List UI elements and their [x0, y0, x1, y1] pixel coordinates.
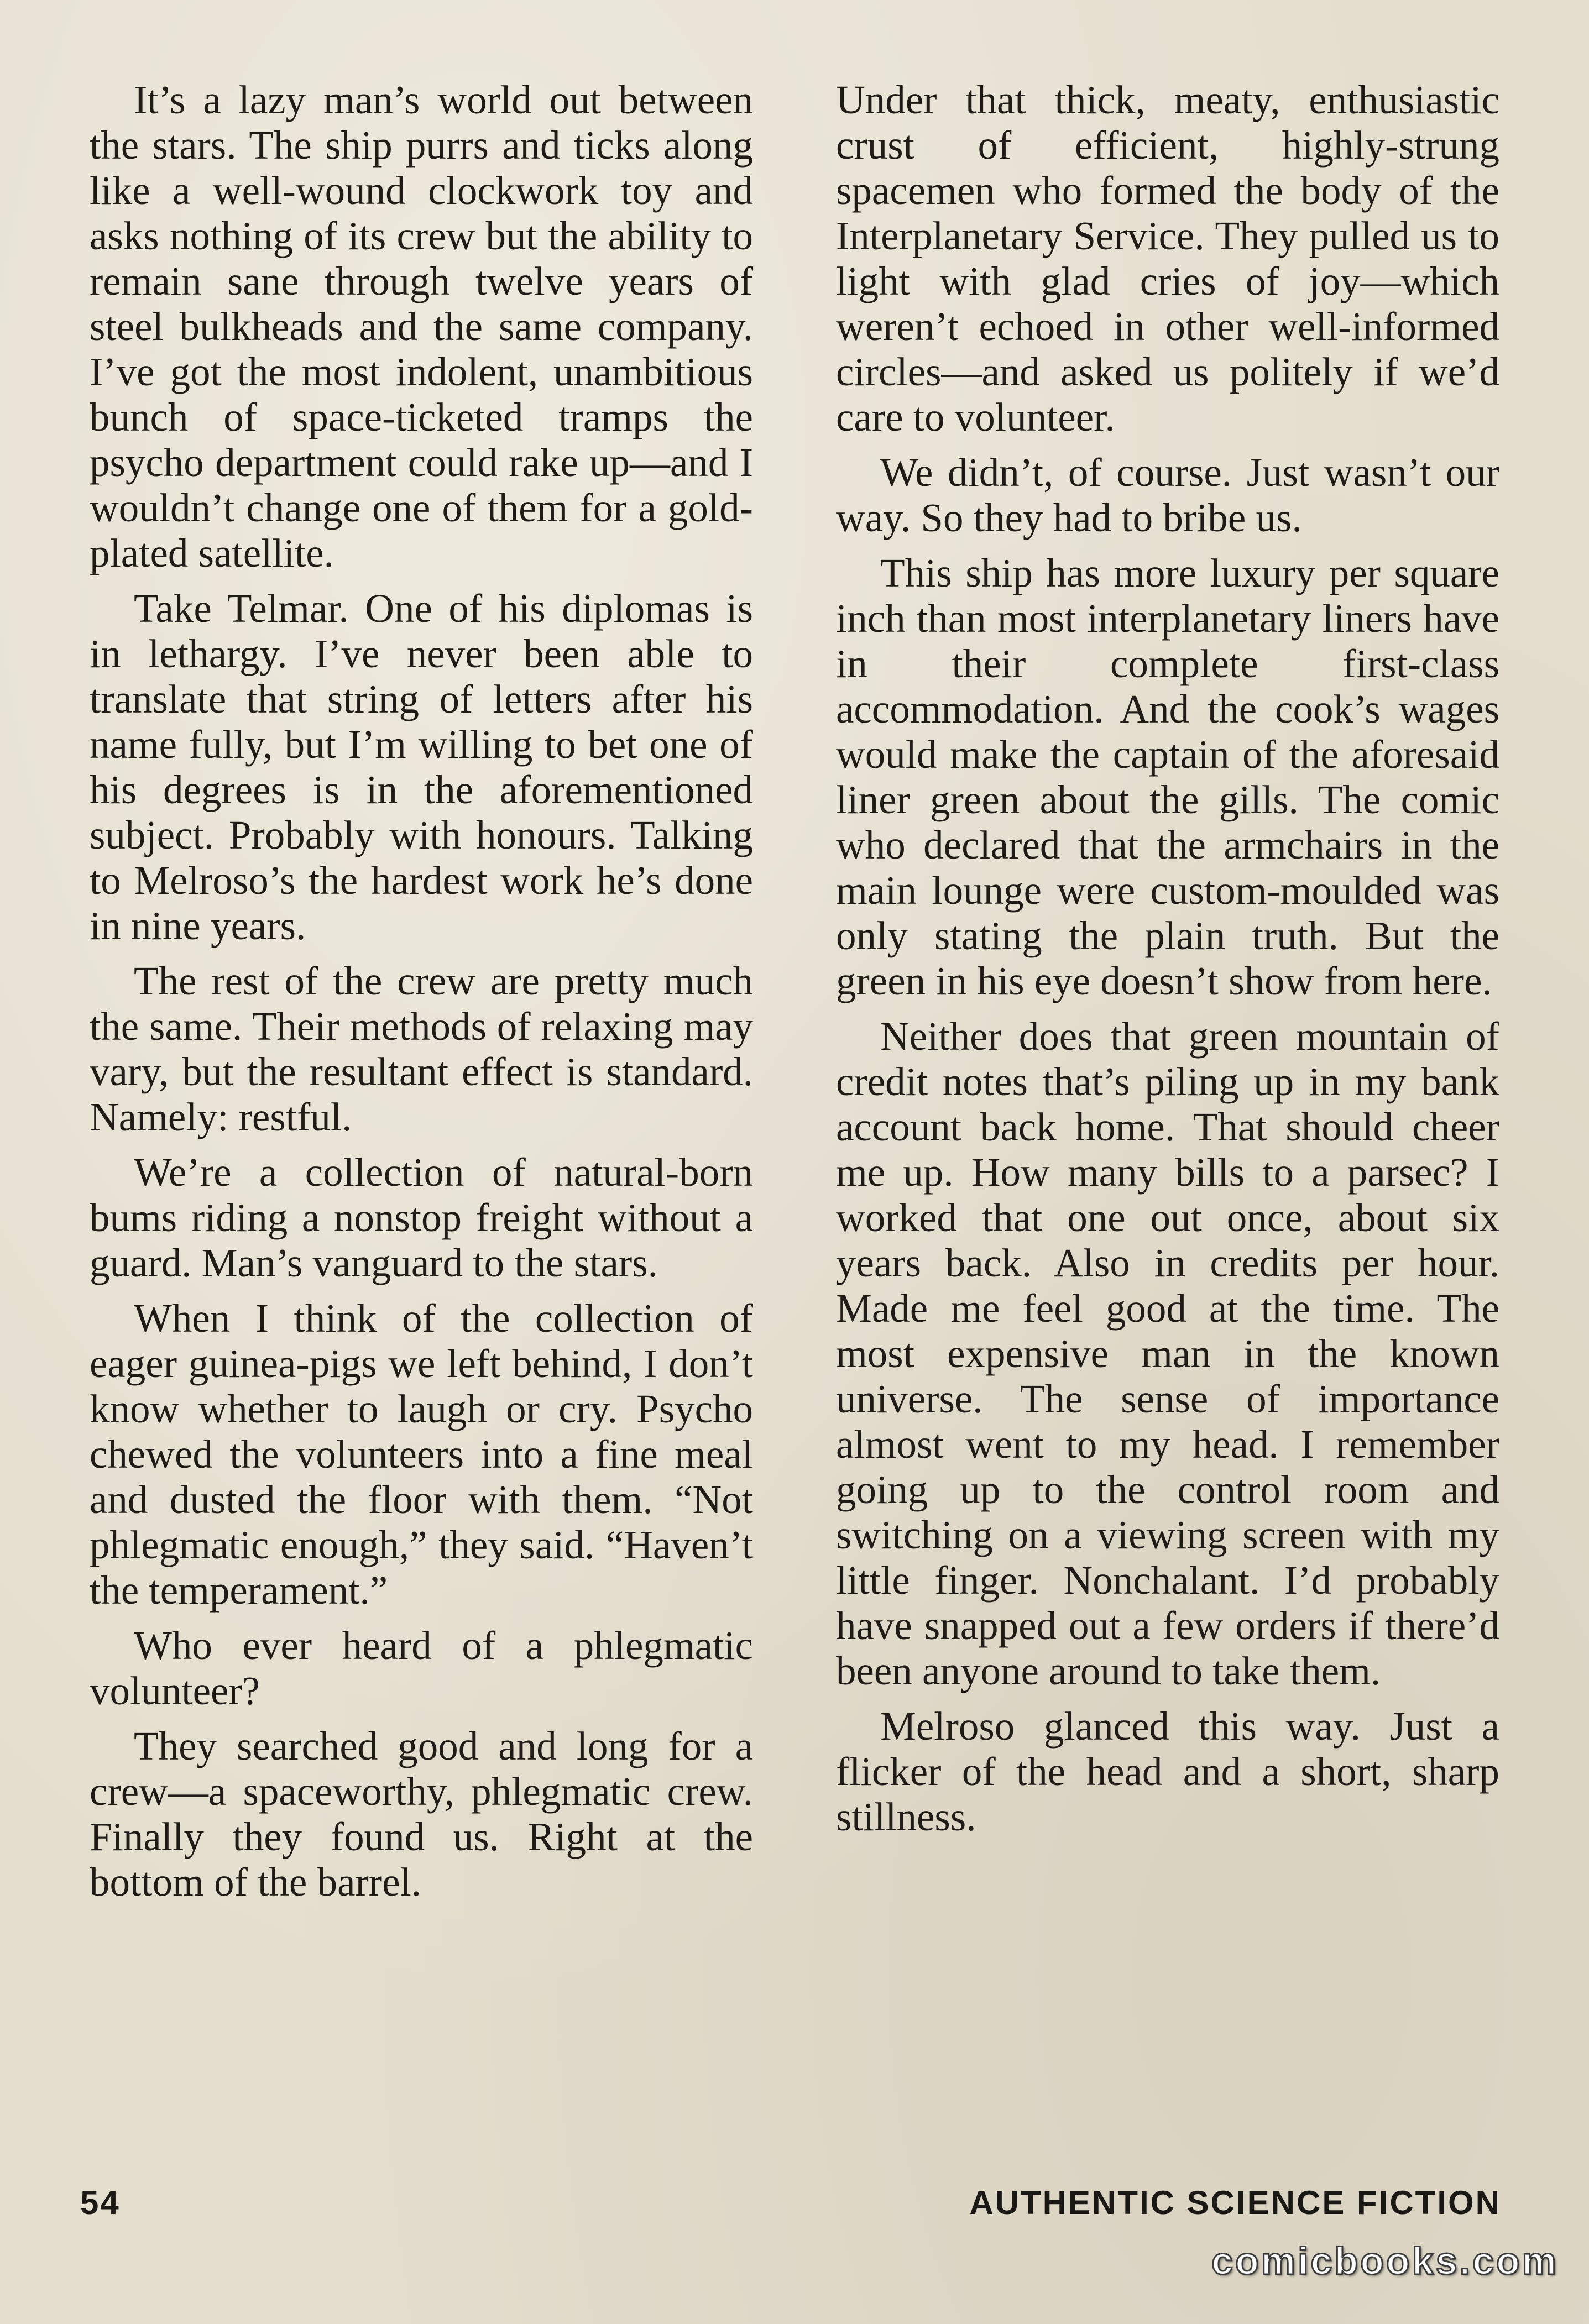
paragraph: When I think of the collection of eager guinea-pigs we left behind, I don’t know whether to laugh or cry. Psycho chewed the volunteers into a fine meal and dusted the floor with them. “Not phlegmatic enough,” they said. “Haven’t the temperament.” [90, 1296, 753, 1613]
paragraph-continued: Under that thick, meaty, enthusiastic crust of efficient, highly-strung spacemen who formed the body of the Interplanetary Service. They pulled us to light with glad cries of joy—which weren’t echoed in other well-informed circles—and asked us politely if we’d care to volunteer. [836, 77, 1499, 439]
page-footer [80, 2184, 1501, 2233]
site-watermark: comicbooks.com [1211, 2239, 1559, 2283]
paragraph: Take Telmar. One of his diplomas is in lethargy. I’ve never been able to translate that string of letters after his name fully, but I’m willing to bet one of his degrees is in the aforementioned subject. Probably with honours. Talking to Melroso’s the hardest work he’s done in nine years. [90, 586, 753, 948]
paragraph: We didn’t, of course. Just wasn’t our way. So they had to bribe us. [836, 450, 1499, 540]
paragraph: It’s a lazy man’s world out between the stars. The ship purrs and ticks along like a well-wound clockwork toy and asks nothing of its crew but the ability to remain sane through twelve years of steel bulkheads and the same company. I’ve got the most indolent, unambitious bunch of space-ticketed tramps the psycho department could rake up—and I wouldn’t change one of them for a gold-plated satellite. [90, 77, 753, 575]
paragraph: We’re a collection of natural-born bums riding a nonstop freight without a guard. Man’s vanguard to the stars. [90, 1150, 753, 1285]
paragraph: This ship has more luxury per square inch than most interplanetary liners have in their complete first-class accommodation. And the cook’s wages would make the captain of the aforesaid liner green about the gills. The comic who declared that the armchairs in the main lounge were custom-moulded was only stating the plain truth. But the green in his eye doesn’t show from here. [836, 551, 1499, 1003]
paragraph: Neither does that green mountain of credit notes that’s piling up in my bank account back home. That should cheer me up. How many bills to a parsec? I worked that one out once, about six years back. Also in credits per hour. Made me feel good at the time. The most expensive man in the known universe. The sense of importance almost went to my head. I remember going up to the control room and switching on a viewing screen with my little finger. Nonchalant. I’d probably have snapped out a few orders if there’d been anyone around to take them. [836, 1014, 1499, 1693]
right-text-column [836, 77, 1499, 1850]
paragraph: Melroso glanced this way. Just a flicker of the head and a short, sharp stillness. [836, 1704, 1499, 1839]
left-text-column [90, 77, 753, 1915]
magazine-title: AUTHENTIC SCIENCE FICTION [969, 2184, 1501, 2221]
paragraph: The rest of the crew are pretty much the same. Their methods of relaxing may vary, but the resultant effect is standard. Namely: restful. [90, 959, 753, 1139]
paragraph: They searched good and long for a crew—a spaceworthy, phlegmatic crew. Finally they found us. Right at the bottom of the barrel. [90, 1724, 753, 1904]
page-number: 54 [80, 2184, 121, 2221]
paragraph: Who ever heard of a phlegmatic volunteer? [90, 1623, 753, 1713]
